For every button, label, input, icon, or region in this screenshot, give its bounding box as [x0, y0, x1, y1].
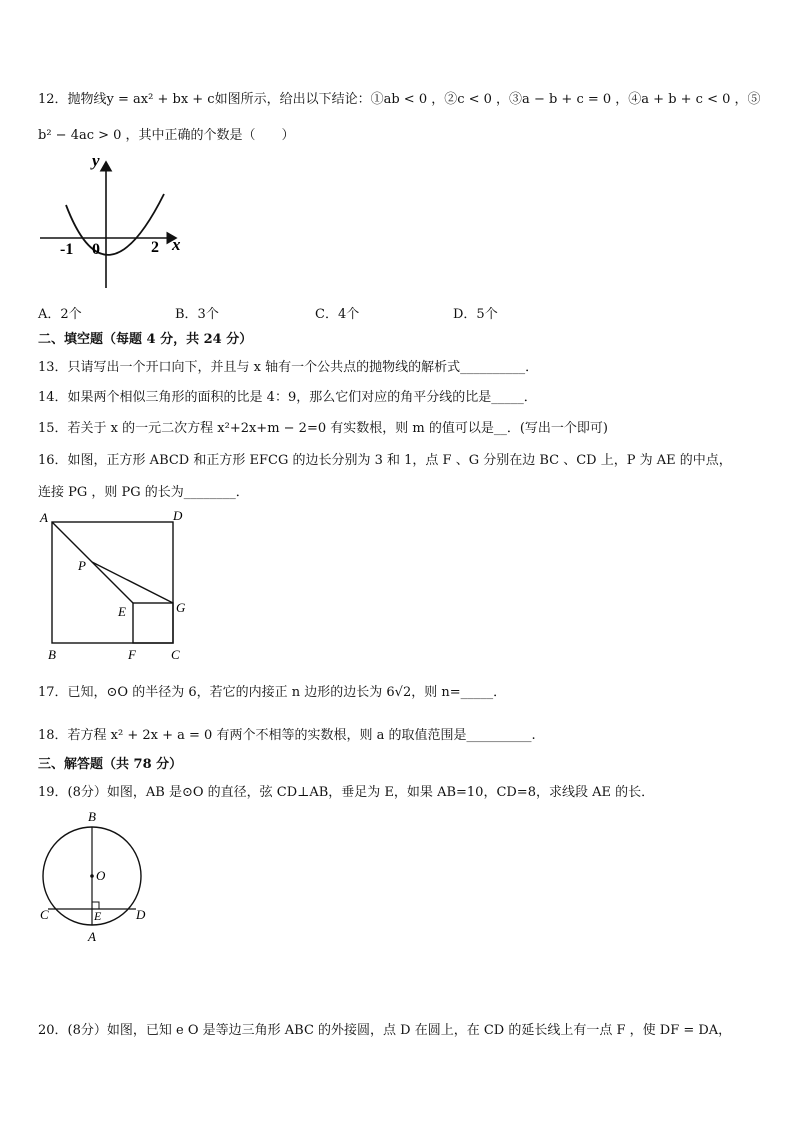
section-3-heading: 三、解答题（共 78 分） — [38, 757, 183, 772]
square-efcg — [133, 603, 173, 643]
q17-text: 17．已知，⊙O 的半径为 6，若它的内接正 n 边形的边长为 6√2，则 n=_____． — [38, 685, 507, 700]
label-c: C — [40, 907, 49, 922]
section-2-heading: 二、填空题（每题 4 分，共 24 分） — [38, 332, 253, 347]
center-point — [90, 874, 94, 878]
q12-option-a: A．2个 — [38, 307, 82, 322]
q12-line2: b² − 4ac > 0 ，其中正确的个数是（ ） — [38, 128, 295, 143]
label-a: A — [40, 510, 48, 525]
segment-pg — [92, 562, 173, 603]
parabola-curve — [66, 194, 164, 255]
right-angle-mark — [92, 902, 99, 909]
circle-figure — [36, 808, 156, 942]
label-a: A — [88, 929, 96, 942]
q16-line1: 16．如图，正方形 ABCD 和正方形 EFCG 的边长分别为 3 和 1，点 F 、G 分别在边 BC 、CD 上，P 为 AE 的中点， — [38, 453, 732, 468]
q20-text: 20．(8分）如图，已知 e O 是等边三角形 ABC 的外接圆，点 D 在圆上，在 CD 的延长线上有一点 F ，使 DF = DA， — [38, 1023, 732, 1038]
q19-text: 19．(8分）如图，AB 是⊙O 的直径，弦 CD⊥AB，垂足为 E，如果 AB=10，CD=8，求线段 AE 的长． — [38, 785, 655, 800]
q12-option-c: C．4个 — [315, 307, 360, 322]
parabola-figure — [36, 150, 186, 290]
q16-line2: 连接 PG ，则 PG 的长为________． — [38, 485, 249, 500]
q15-text: 15．若关于 x 的一元二次方程 x²+2x+m − 2=0 有实数根，则 m 的值可以是__．(写出一个即可) — [38, 421, 608, 436]
tick-two: 2 — [151, 239, 159, 256]
label-g: G — [176, 600, 186, 615]
squares-figure — [36, 506, 196, 666]
label-d: D — [136, 907, 146, 922]
x-axis-label: x — [172, 235, 181, 254]
q12-option-b: B．3个 — [175, 307, 219, 322]
q13-text: 13．只请写出一个开口向下，并且与 x 轴有一个公共点的抛物线的解析式__________． — [38, 360, 539, 375]
label-c: C — [171, 647, 180, 662]
q18-text: 18．若方程 x² + 2x + a = 0 有两个不相等的实数根，则 a 的取值范围是__________. — [38, 728, 536, 743]
tick-minus-one: -1 — [60, 241, 74, 258]
label-e: E — [94, 909, 102, 923]
label-d: D — [173, 508, 183, 523]
q12-option-d: D．5个 — [453, 307, 498, 322]
label-f: F — [128, 647, 136, 662]
q14-text: 14．如果两个相似三角形的面积的比是 4：9，那么它们对应的角平分线的比是_____． — [38, 390, 537, 405]
label-p: P — [78, 558, 86, 573]
label-o: O — [96, 868, 106, 883]
q12-line1: 12．抛物线y = ax² + bx + c如图所示，给出以下结论：①ab < 0 ，②c < 0 ，③a − b + c = 0 ，④a + b + c < 0 ，⑤ — [38, 92, 761, 107]
label-e: E — [118, 604, 126, 619]
label-b: B — [48, 647, 56, 662]
label-b: B — [88, 809, 96, 824]
origin-label: 0 — [92, 241, 100, 258]
y-axis-label: y — [92, 151, 100, 170]
